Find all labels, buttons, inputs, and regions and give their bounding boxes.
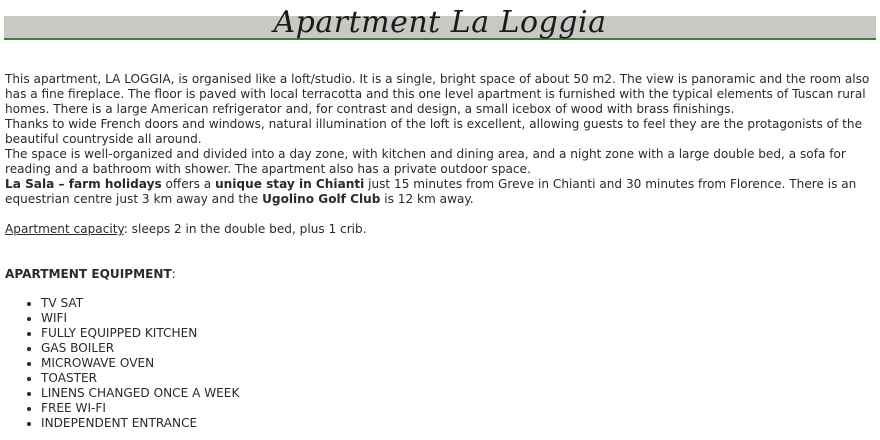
equipment-colon: : xyxy=(171,267,176,281)
equipment-title: APARTMENT EQUIPMENT xyxy=(5,267,172,281)
capacity-label: Apartment capacity xyxy=(5,222,124,236)
p4-text-1: offers a xyxy=(161,177,216,191)
list-item: • INDEPENDENT ENTRANCE xyxy=(41,416,873,431)
list-item: • MICROWAVE OVEN xyxy=(41,356,873,371)
list-item: • GAS BOILER xyxy=(41,341,873,356)
intro-paragraph-2: Thanks to wide French doors and windows, natural illumination of the loft is excellent, allowing guests to feel they are the protagonists of the beautiful countryside all around. xyxy=(5,117,863,146)
intro-paragraph-1: This apartment, LA LOGGIA, is organised like a loft/studio. It is a single, bright space of about 50 m2. The view is panoramic and the room also has a fine fireplace. The floor is paved with local terracotta and this one level apartment is furnished with the typical elements of Tuscan rural homes. There is a large American refrigerator and, for contrast and design, a small icebox of wood with brass finishings. xyxy=(5,72,870,116)
p4-text-2: just 15 minutes from Greve in Chianti and 30 minutes from Florence. There is an equestrian centre just 3 km away and the xyxy=(5,177,857,206)
description-content xyxy=(5,72,873,431)
list-item: • LINENS CHANGED ONCE A WEEK xyxy=(41,386,873,401)
capacity-line xyxy=(5,222,873,237)
spacer xyxy=(5,237,873,267)
list-item: • WIFI xyxy=(41,311,873,326)
list-item: • FULLY EQUIPPED KITCHEN xyxy=(41,326,873,341)
list-item: • TOASTER xyxy=(41,371,873,386)
list-item: • TV SAT xyxy=(41,296,873,311)
page-title: Apartment La Loggia xyxy=(273,5,607,40)
farm-holidays-link-text: La Sala – farm holidays xyxy=(5,177,162,191)
unique-stay-text: unique stay in Chianti xyxy=(215,177,365,191)
golf-club-text: Ugolino Golf Club xyxy=(262,192,381,206)
equipment-list xyxy=(5,296,873,431)
spacer xyxy=(5,207,873,222)
intro-paragraph-3: The space is well-organized and divided into a day zone, with kitchen and dining area, and a night zone with a large double bed, a sofa for reading and a bathroom with shower. The apartment also has a private outdoor space. xyxy=(5,147,846,176)
intro-paragraph-4 xyxy=(5,177,873,207)
equipment-heading xyxy=(5,267,873,282)
list-item: • FREE WI-FI xyxy=(41,401,873,416)
capacity-text: : sleeps 2 in the double bed, plus 1 crib. xyxy=(123,222,367,236)
p4-text-3: is 12 km away. xyxy=(380,192,474,206)
